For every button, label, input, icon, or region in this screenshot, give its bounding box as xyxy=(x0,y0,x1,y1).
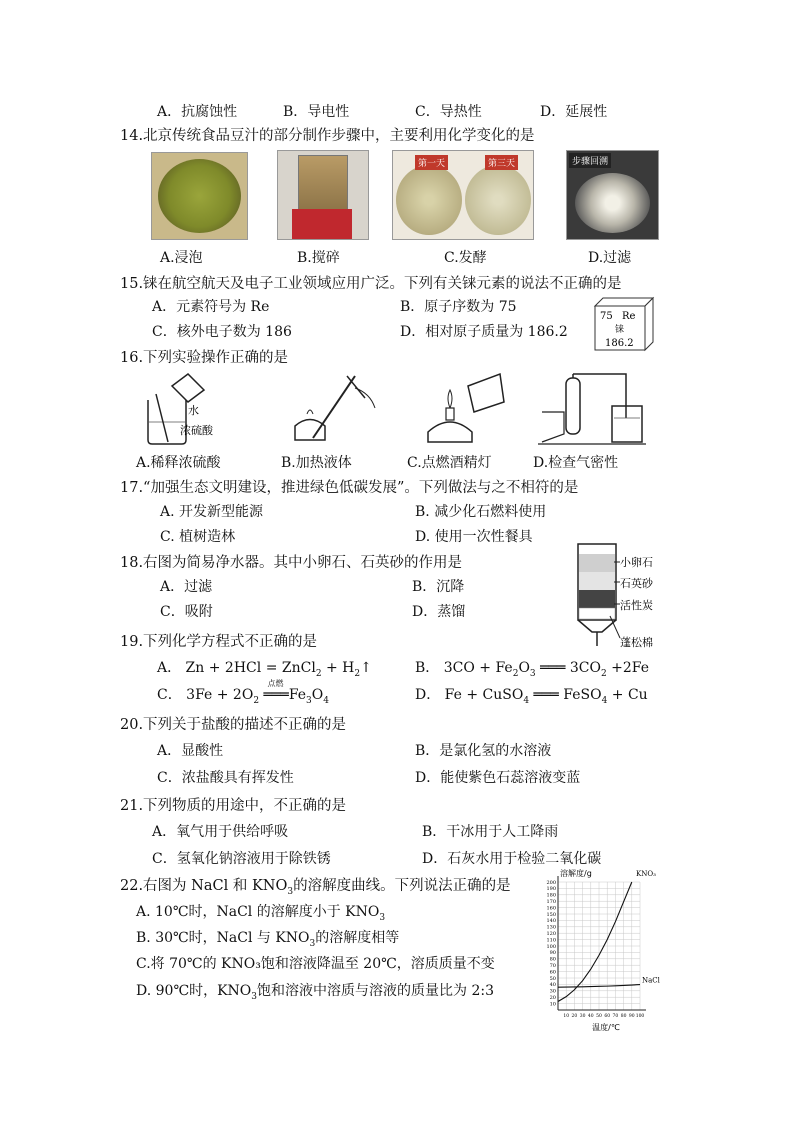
q13-option-c: C．导热性 xyxy=(415,104,482,120)
q14-stem: 14.北京传统食品豆汁的部分制作步骤中，主要利用化学变化的是 xyxy=(120,128,535,144)
x-axis-label: 温度/℃ xyxy=(592,1023,620,1032)
lamp-figure xyxy=(420,372,510,448)
q18-option-d: D．蒸馏 xyxy=(412,604,466,620)
q19-option-a: A． Zn + 2HCl = ZnCl$_2$ + $H_2↑$ xyxy=(157,660,372,679)
kno3-series-label: KNO₃ xyxy=(636,870,656,878)
q21-option-b: B．干冰用于人工降雨 xyxy=(422,824,559,840)
y-tick-label: 70 xyxy=(549,963,556,969)
element-mass: 186.2 xyxy=(605,338,634,349)
q22-option-d: D. 90℃时，$KNO_3$饱和溶液中溶质与溶液的质量比为 2:3 xyxy=(136,983,495,1002)
y-tick-label: 50 xyxy=(549,975,556,982)
q21-stem: 21.下列物质的用途中，不正确的是 xyxy=(120,798,347,814)
q19-option-b: B． $3CO + Fe_2O_3$ ═══ $3CO_2 +2Fe$ xyxy=(415,660,650,679)
q20-option-c: C．浓盐酸具有挥发性 xyxy=(157,770,294,786)
q20-stem: 20.下列关于盐酸的描述不正确的是 xyxy=(120,717,347,733)
q16-caption-a: A.稀释浓硫酸 xyxy=(136,455,221,471)
y-tick-label: 140 xyxy=(546,918,556,925)
q15-option-d: D．相对原子质量为 186.2 xyxy=(400,324,568,340)
y-tick-label: 60 xyxy=(549,969,556,976)
day1-tag: 第一天 xyxy=(415,155,448,170)
y-tick-label: 100 xyxy=(546,943,556,950)
y-tick-label: 160 xyxy=(546,905,556,912)
q17-option-a: A. 开发新型能源 xyxy=(160,504,264,520)
q21-option-c: C．氢氧化钠溶液用于除铁锈 xyxy=(152,851,331,867)
element-name: 铼 xyxy=(615,325,625,335)
element-card xyxy=(593,296,655,352)
x-tick-label: 40 xyxy=(587,1014,594,1019)
y-tick-label: 30 xyxy=(549,988,556,995)
y-tick-label: 40 xyxy=(549,982,556,989)
q16-caption-d: D.检查气密性 xyxy=(533,455,619,471)
sand-label: 石英砂 xyxy=(620,577,653,590)
q15-option-b: B．原子序数为 75 xyxy=(400,299,517,315)
y-tick-label: 170 xyxy=(546,899,556,905)
nacl-series-label: NaCl xyxy=(642,976,660,985)
q20-option-d: D．能使紫色石蕊溶液变蓝 xyxy=(415,770,581,786)
x-tick-label: 60 xyxy=(604,1014,611,1019)
y-tick-label: 80 xyxy=(549,956,556,963)
filtering-photo xyxy=(566,150,659,240)
q15-option-a: A．元素符号为 Re xyxy=(152,299,270,315)
q13-option-b: B．导电性 xyxy=(283,104,350,120)
q18-option-b: B．沉降 xyxy=(412,579,465,595)
x-tick-label: 80 xyxy=(620,1014,627,1019)
q17-option-c: C. 植树造林 xyxy=(160,529,236,545)
dilute-acid-figure xyxy=(138,372,228,447)
q21-option-d: D．石灰水用于检验二氧化碳 xyxy=(422,851,602,867)
y-tick-label: 190 xyxy=(546,886,556,893)
x-tick-label: 100 xyxy=(635,1014,645,1019)
fermentation-photo xyxy=(392,150,534,240)
q14-caption-b: B.搅碎 xyxy=(297,250,340,266)
y-tick-label: 150 xyxy=(546,911,556,918)
q22-option-c: C.将 70℃的 KNO₃饱和溶液降温至 20℃，溶质质量不变 xyxy=(136,956,495,972)
day3-tag: 第三天 xyxy=(485,155,518,170)
q19-option-c: C． $3Fe + 2O_2$ 点燃 $═══Fe_3O_4$ xyxy=(157,679,329,706)
q16-caption-b: B.加热液体 xyxy=(281,455,352,471)
airtightness-figure xyxy=(536,372,648,448)
q20-option-b: B．是氯化氢的水溶液 xyxy=(415,743,552,759)
step-tag: 步骤回溯 xyxy=(569,153,611,168)
q14-caption-c: C.发酵 xyxy=(444,250,487,266)
x-tick-label: 70 xyxy=(612,1014,619,1019)
y-tick-label: 120 xyxy=(546,931,556,937)
q16-stem: 16.下列实验操作正确的是 xyxy=(120,350,289,366)
q13-option-a: A．抗腐蚀性 xyxy=(157,104,238,120)
q22-option-a: A. 10℃时，NaCl 的溶解度小于 $KNO_3$ xyxy=(136,904,386,923)
q13-option-d: D．延展性 xyxy=(540,104,608,120)
cotton-label: 蓬松棉 xyxy=(620,636,653,649)
y-tick-label: 130 xyxy=(546,924,556,931)
y-axis-label: 溶解度/g xyxy=(560,869,592,878)
y-tick-label: 10 xyxy=(549,1001,556,1008)
x-tick-label: 20 xyxy=(571,1014,578,1019)
q19-stem: 19.下列化学方程式不正确的是 xyxy=(120,634,318,650)
q14-caption-d: D.过滤 xyxy=(588,250,632,266)
q17-option-d: D. 使用一次性餐具 xyxy=(415,529,533,545)
x-tick-label: 30 xyxy=(579,1014,586,1019)
blender-photo xyxy=(277,150,369,240)
element-number: 75 xyxy=(600,311,613,322)
ignite-condition: 点燃 xyxy=(267,679,284,688)
q16-caption-c: C.点燃酒精灯 xyxy=(407,455,492,471)
solubility-chart xyxy=(540,866,670,1034)
q22-stem: 22.右图为 NaCl 和 $KNO_3$的溶解度曲线。下列说法正确的是 xyxy=(120,878,511,897)
q17-option-b: B. 减少化石燃料使用 xyxy=(415,504,547,520)
q18-option-c: C．吸附 xyxy=(160,604,213,620)
soaking-photo xyxy=(151,152,248,240)
q18-stem: 18.右图为简易净水器。其中小卵石、石英砂的作用是 xyxy=(120,555,463,571)
q18-option-a: A．过滤 xyxy=(160,579,213,595)
y-tick-label: 20 xyxy=(549,995,556,1001)
q14-caption-a: A.浸泡 xyxy=(160,250,203,266)
q22-option-b: B. 30℃时，NaCl 与 $KNO_3$的溶解度相等 xyxy=(136,930,400,949)
water-label: 水 xyxy=(188,404,199,417)
q15-option-c: C．核外电子数为 186 xyxy=(152,324,292,340)
water-purifier-figure xyxy=(570,542,670,650)
x-tick-label: 50 xyxy=(596,1014,602,1019)
q15-stem: 15.铼在航空航天及电子工业领域应用广泛。下列有关铼元素的说法不正确的是 xyxy=(120,276,622,292)
q17-stem: 17.“加强生态文明建设，推进绿色低碳发展”。下列做法与之不相符的是 xyxy=(120,480,579,496)
heat-liquid-figure xyxy=(285,368,380,448)
y-tick-label: 180 xyxy=(546,892,556,899)
y-tick-label: 200 xyxy=(546,879,556,886)
acid-label: 浓硫酸 xyxy=(180,424,213,437)
x-tick-label: 90 xyxy=(628,1014,635,1019)
series-line-kno3 xyxy=(558,882,632,1001)
element-symbol: Re xyxy=(622,311,636,322)
q19-option-d: D． Fe + CuSO$_4$ ═══ FeSO$_4$ + Cu xyxy=(415,687,648,706)
x-tick-label: 10 xyxy=(563,1014,570,1019)
carbon-label: 活性炭 xyxy=(620,599,653,612)
y-tick-label: 90 xyxy=(549,950,556,957)
q20-option-a: A．显酸性 xyxy=(157,743,224,759)
pebble-label: 小卵石 xyxy=(620,556,653,569)
y-tick-label: 110 xyxy=(546,937,556,944)
q21-option-a: A．氧气用于供给呼吸 xyxy=(152,824,289,840)
